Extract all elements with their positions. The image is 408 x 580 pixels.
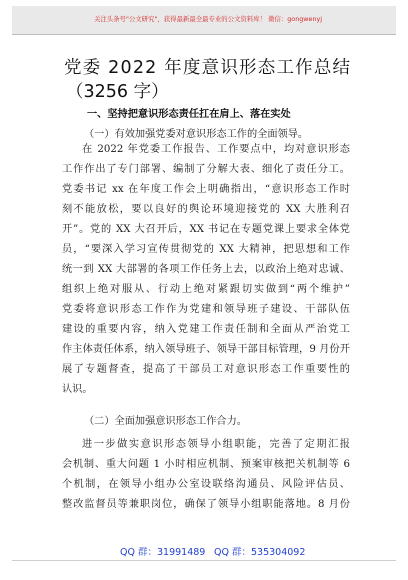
document-title-wordcount: （3256 字） (66, 82, 169, 102)
paragraph-line: 进一步做实意识形态领导小组职能，完善了定期汇报 (82, 439, 350, 450)
paragraph-line: 在 2022 年党委工作报告、工作要点中，均对意识形态 (82, 144, 350, 155)
paragraph-line: 员，“要深入学习宣传贯彻党的 XX 大精神，把思想和工作 (62, 244, 350, 255)
paragraph-line: 工作作出了专门部署、编制了分解大表、细化了责任分工。 (62, 164, 350, 175)
paragraph-line: 展了专题督查，提高了干部员工对意识形态工作重要性的 (62, 364, 350, 375)
paragraph-line: 刻不能放松，要以良好的舆论环境迎接党的 XX 大胜利召 (62, 204, 350, 215)
subsection-heading-2: （二）全面加强意识形态工作合力。 (84, 416, 247, 427)
paragraph-line: 会机制、重大问题 1 小时相应机制、预案审核把关机制等 6 (62, 459, 350, 470)
paragraph-line: 组织上绝对服从、行动上绝对紧跟切实做到“两个维护” (62, 284, 350, 295)
paragraph-line: 建设的重要内容，纳入党建工作责任制和全面从严治党工 (62, 324, 350, 335)
paragraph-line: 党委将意识形态工作作为党建和领导班子建设、干部队伍 (62, 304, 350, 315)
section-heading-1: 一、坚持把意识形态责任扛在肩上、落在实处 (87, 109, 291, 120)
paragraph-line: 个机制，在领导小组办公室设联络沟通员、风险评估员、 (62, 479, 350, 490)
paragraph-line: 党委书记 xx 在年度工作会上明确指出，“意识形态工作时 (62, 184, 350, 195)
paragraph-line: 开”。党的 XX 大召开后，XX 书记在专题党课上要求全体党 (62, 224, 350, 235)
paragraph-line: 统一到 XX 大部署的各项工作任务上去，以政治上绝对忠诚、 (62, 264, 350, 275)
subsection-heading-1: （一）有效加强党委对意识形态工作的全面领导。 (84, 129, 309, 140)
paragraph-line: 整改监督员等兼职岗位，确保了领导小组职能落地。8 月份 (62, 499, 350, 510)
footer-qq-group-1: QQ 群：31991489 (120, 547, 206, 558)
footer-qq-group-2: QQ 群：535304092 (214, 547, 306, 558)
header-banner-text: 关注头条号"公文研究"，获得最新最全最专业的公文资料库！ 微信：gongwenyj (94, 15, 323, 23)
document-title: 党委 2022 年度意识形态工作总结 (64, 58, 352, 78)
footer-divider (12, 560, 396, 561)
paragraph-line: 作主体责任体系，纳入领导班子、领导干部目标管理，9 月份开 (62, 344, 350, 355)
paragraph-line: 认识。 (62, 384, 93, 395)
